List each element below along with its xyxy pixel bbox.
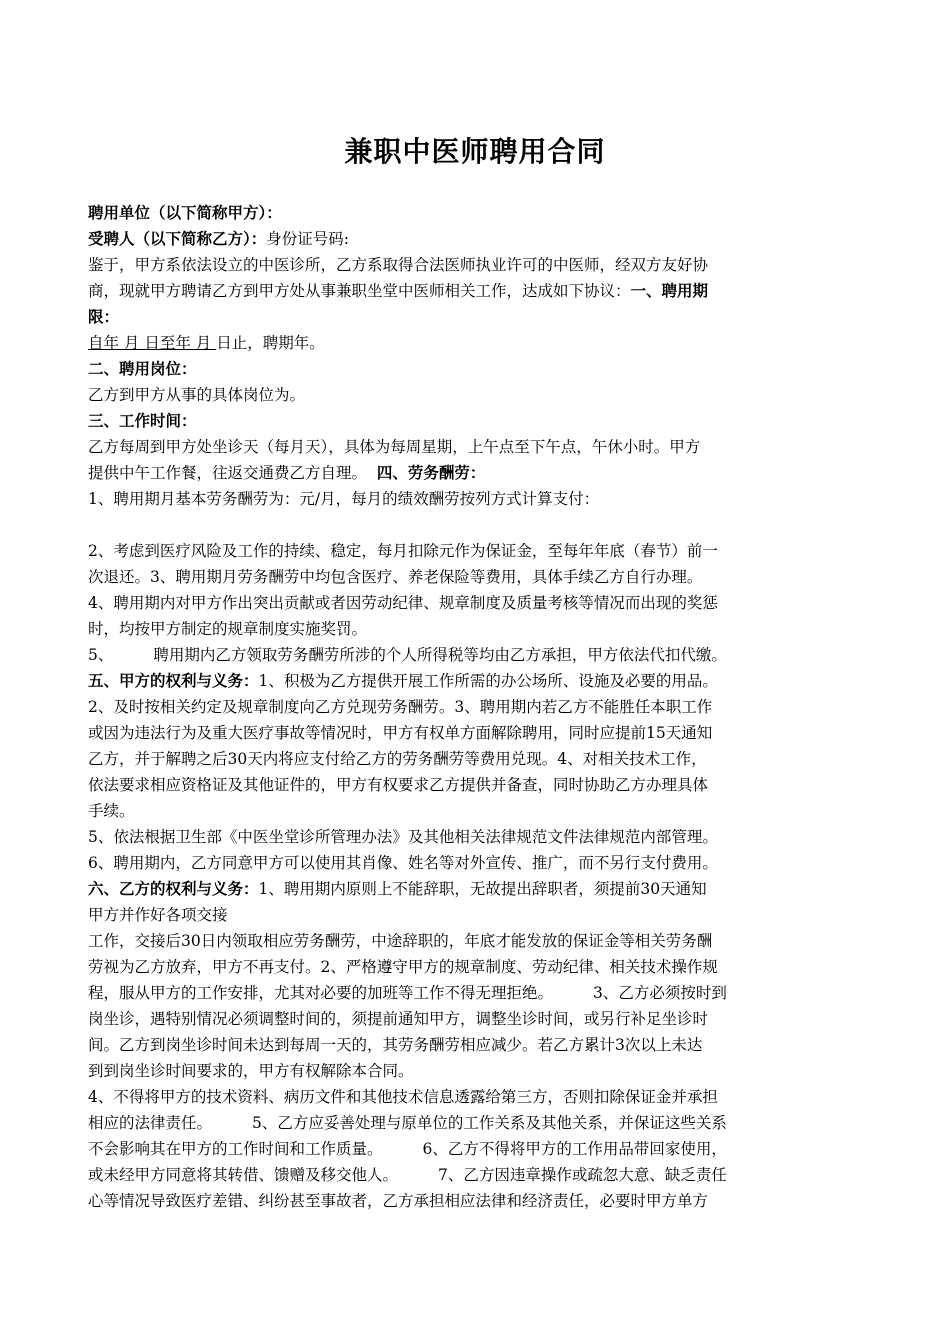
party-b-id-label: 身份证号码: <box>266 230 349 248</box>
party-a-duty-line: 乙方，并于解聘之后30天内将应支付给乙方的劳务酬劳等费用兑现。4、对相关技术工作， <box>88 750 707 768</box>
party-a-duty-line: 或因为违法行为及重大医疗事故等情况时，甲方有权单方面解除聘用，同时应提前15天通知 <box>88 724 713 742</box>
page-title: 兼职中医师聘用合同 <box>344 135 606 168</box>
pay-5-number: 5、 <box>88 646 114 664</box>
party-a-line: 聘用单位（以下简称甲方）： <box>88 203 282 222</box>
preamble-line <box>88 278 863 304</box>
party-b-duty-line: 劳视为乙方放弃，甲方不再支付。2、严格遵守甲方的规章制度、劳动纪律、相关技术操作规 <box>88 958 718 976</box>
party-a-duty-line: 5、依法根据卫生部《中医坐堂诊所管理办法》及其他相关法律规范文件法律规范内部管理。 <box>88 828 718 846</box>
duty-text: 1、积极为乙方提供开展工作所需的办公场所、设施及必要的用品。 <box>258 672 718 690</box>
duty-text: 5、乙方应妥善处理与原单位的工作关系及其他关系，并保证这些关系 <box>252 1114 727 1132</box>
party-b-duty-line <box>88 1162 863 1188</box>
party-b-duty-line: 到到岗坐诊时间要求的，甲方有权解除本合同。 <box>88 1062 414 1080</box>
post-line: 乙方到甲方从事的具体岗位为。 <box>88 386 306 404</box>
party-b-duty-line <box>88 980 863 1006</box>
pay-line: 次退还。3、聘用期月劳务酬劳中均包含医疗、养老保险等费用，具体手续乙方自行办理。 <box>88 568 703 586</box>
section-heading-5: 五、甲方的权利与义务： <box>88 671 259 690</box>
section-heading-6: 六、乙方的权利与义务： <box>88 879 259 898</box>
section-heading-4: 四、劳务酬劳： <box>376 463 486 482</box>
blank-line <box>88 512 863 538</box>
pay-line: 1、聘用期月基本劳务酬劳为：元/月，每月的绩效酬劳按列方式计算支付： <box>88 490 600 508</box>
duty-text: 6、乙方不得将甲方的工作用品带回家使用， <box>422 1140 727 1158</box>
pay-line <box>88 642 863 668</box>
party-b-duty-line <box>88 1136 863 1162</box>
time-line <box>88 460 863 486</box>
section-heading-3: 三、工作时间： <box>88 411 197 430</box>
time-text: 提供中午工作餐，往返交通费乙方自理。 <box>88 464 368 482</box>
term-line <box>88 330 863 356</box>
duty-text: 程，服从甲方的工作安排，尤其对必要的加班等工作不得无理拒绝。 <box>88 984 554 1002</box>
pay-line: 时，均按甲方制定的规章制度实施奖罚。 <box>88 620 368 638</box>
party-b-duty-line: 间。乙方到岗坐诊时间未达到每周一天的，其劳务酬劳相应减少。若乙方累计3次以上未达 <box>88 1036 703 1054</box>
term-dates: 自年 月 日至年 月 <box>88 334 217 352</box>
party-b-line <box>88 226 863 252</box>
pay-line: 4、聘用期内对甲方作出突出贡献或者因劳动纪律、规章制度及质量考核等情况而出现的奖惩 <box>88 594 718 612</box>
pay-5-text: 聘用期内乙方领取劳务酬劳所涉的个人所得税等均由乙方承担，甲方依法代扣代缴。 <box>153 646 727 664</box>
term-rest: 日止，聘期年。 <box>216 334 325 352</box>
party-b-label: 受聘人（以下简称乙方）： <box>88 229 267 248</box>
party-a-duty-line: 2、及时按相关约定及规章制度向乙方兑现劳务酬劳。3、聘用期内若乙方不能胜任本职工作 <box>88 698 713 716</box>
party-a-duty-line: 6、聘用期内，乙方同意甲方可以使用其肖像、姓名等对外宣传、推广，而不另行支付费用。 <box>88 854 718 872</box>
party-b-duty-line: 4、不得将甲方的技术资料、病历文件和其他技术信息透露给第三方，否则扣除保证金并承担 <box>88 1088 718 1106</box>
party-b-duty-line <box>88 1110 863 1136</box>
section-heading-2: 二、聘用岗位： <box>88 359 197 378</box>
duty-text: 7、乙方因违章操作或疏忽大意、缺乏责任 <box>438 1166 727 1184</box>
duty-text: 3、乙方必须按时到 <box>593 984 727 1002</box>
party-a-duty-line: 依法要求相应资格证及其他证件的，甲方有权要求乙方提供并备查，同时协助乙方办理具体 <box>88 776 709 794</box>
preamble-text: 商，现就甲方聘请乙方到甲方处从事兼职坐堂中医师相关工作，达成如下协议： <box>88 282 631 300</box>
party-b-duty-line: 岗坐诊，遇特别情况必须调整时间的，须提前通知甲方，调整坐诊时间，或另行补足坐诊时 <box>88 1010 709 1028</box>
section-heading-1-end: 限： <box>88 307 120 326</box>
pay-line: 2、考虑到医疗风险及工作的持续、稳定，每月扣除元作为保证金，至每年年底（春节）前一 <box>88 542 718 560</box>
party-b-duty-line: 工作，交接后30日内领取相应劳务酬劳，中途辞职的，年底才能发放的保证金等相关劳务酬 <box>88 932 713 950</box>
preamble-line: 鉴于，甲方系依法设立的中医诊所，乙方系取得合法医师执业许可的中医师，经双方友好协 <box>88 256 709 274</box>
party-b-duty-line: 甲方并作好各项交接 <box>88 906 228 924</box>
duty-text: 1、聘用期内原则上不能辞职，无故提出辞职者，须提前30天通知 <box>258 880 707 898</box>
party-a-duty-line: 手续。 <box>88 802 135 820</box>
duty-text: 或未经甲方同意将其转借、馈赠及移交他人。 <box>88 1166 399 1184</box>
time-line: 乙方每周到甲方处坐诊天（每月天），具体为每周星期，上午点至下午点，午休小时。甲方 <box>88 438 701 456</box>
party-b-duty-line: 心等情况导致医疗差错、纠纷甚至事故者，乙方承担相应法律和经济责任，必要时甲方单方 <box>88 1192 709 1210</box>
duty-text: 相应的法律责任。 <box>88 1114 213 1132</box>
section-heading-1: 一、聘用期 <box>630 281 709 300</box>
duty-text: 不会影响其在甲方的工作时间和工作质量。 <box>88 1140 383 1158</box>
contract-body <box>88 200 863 1214</box>
party-b-duty-line <box>88 876 863 902</box>
party-a-duty-line <box>88 668 863 694</box>
